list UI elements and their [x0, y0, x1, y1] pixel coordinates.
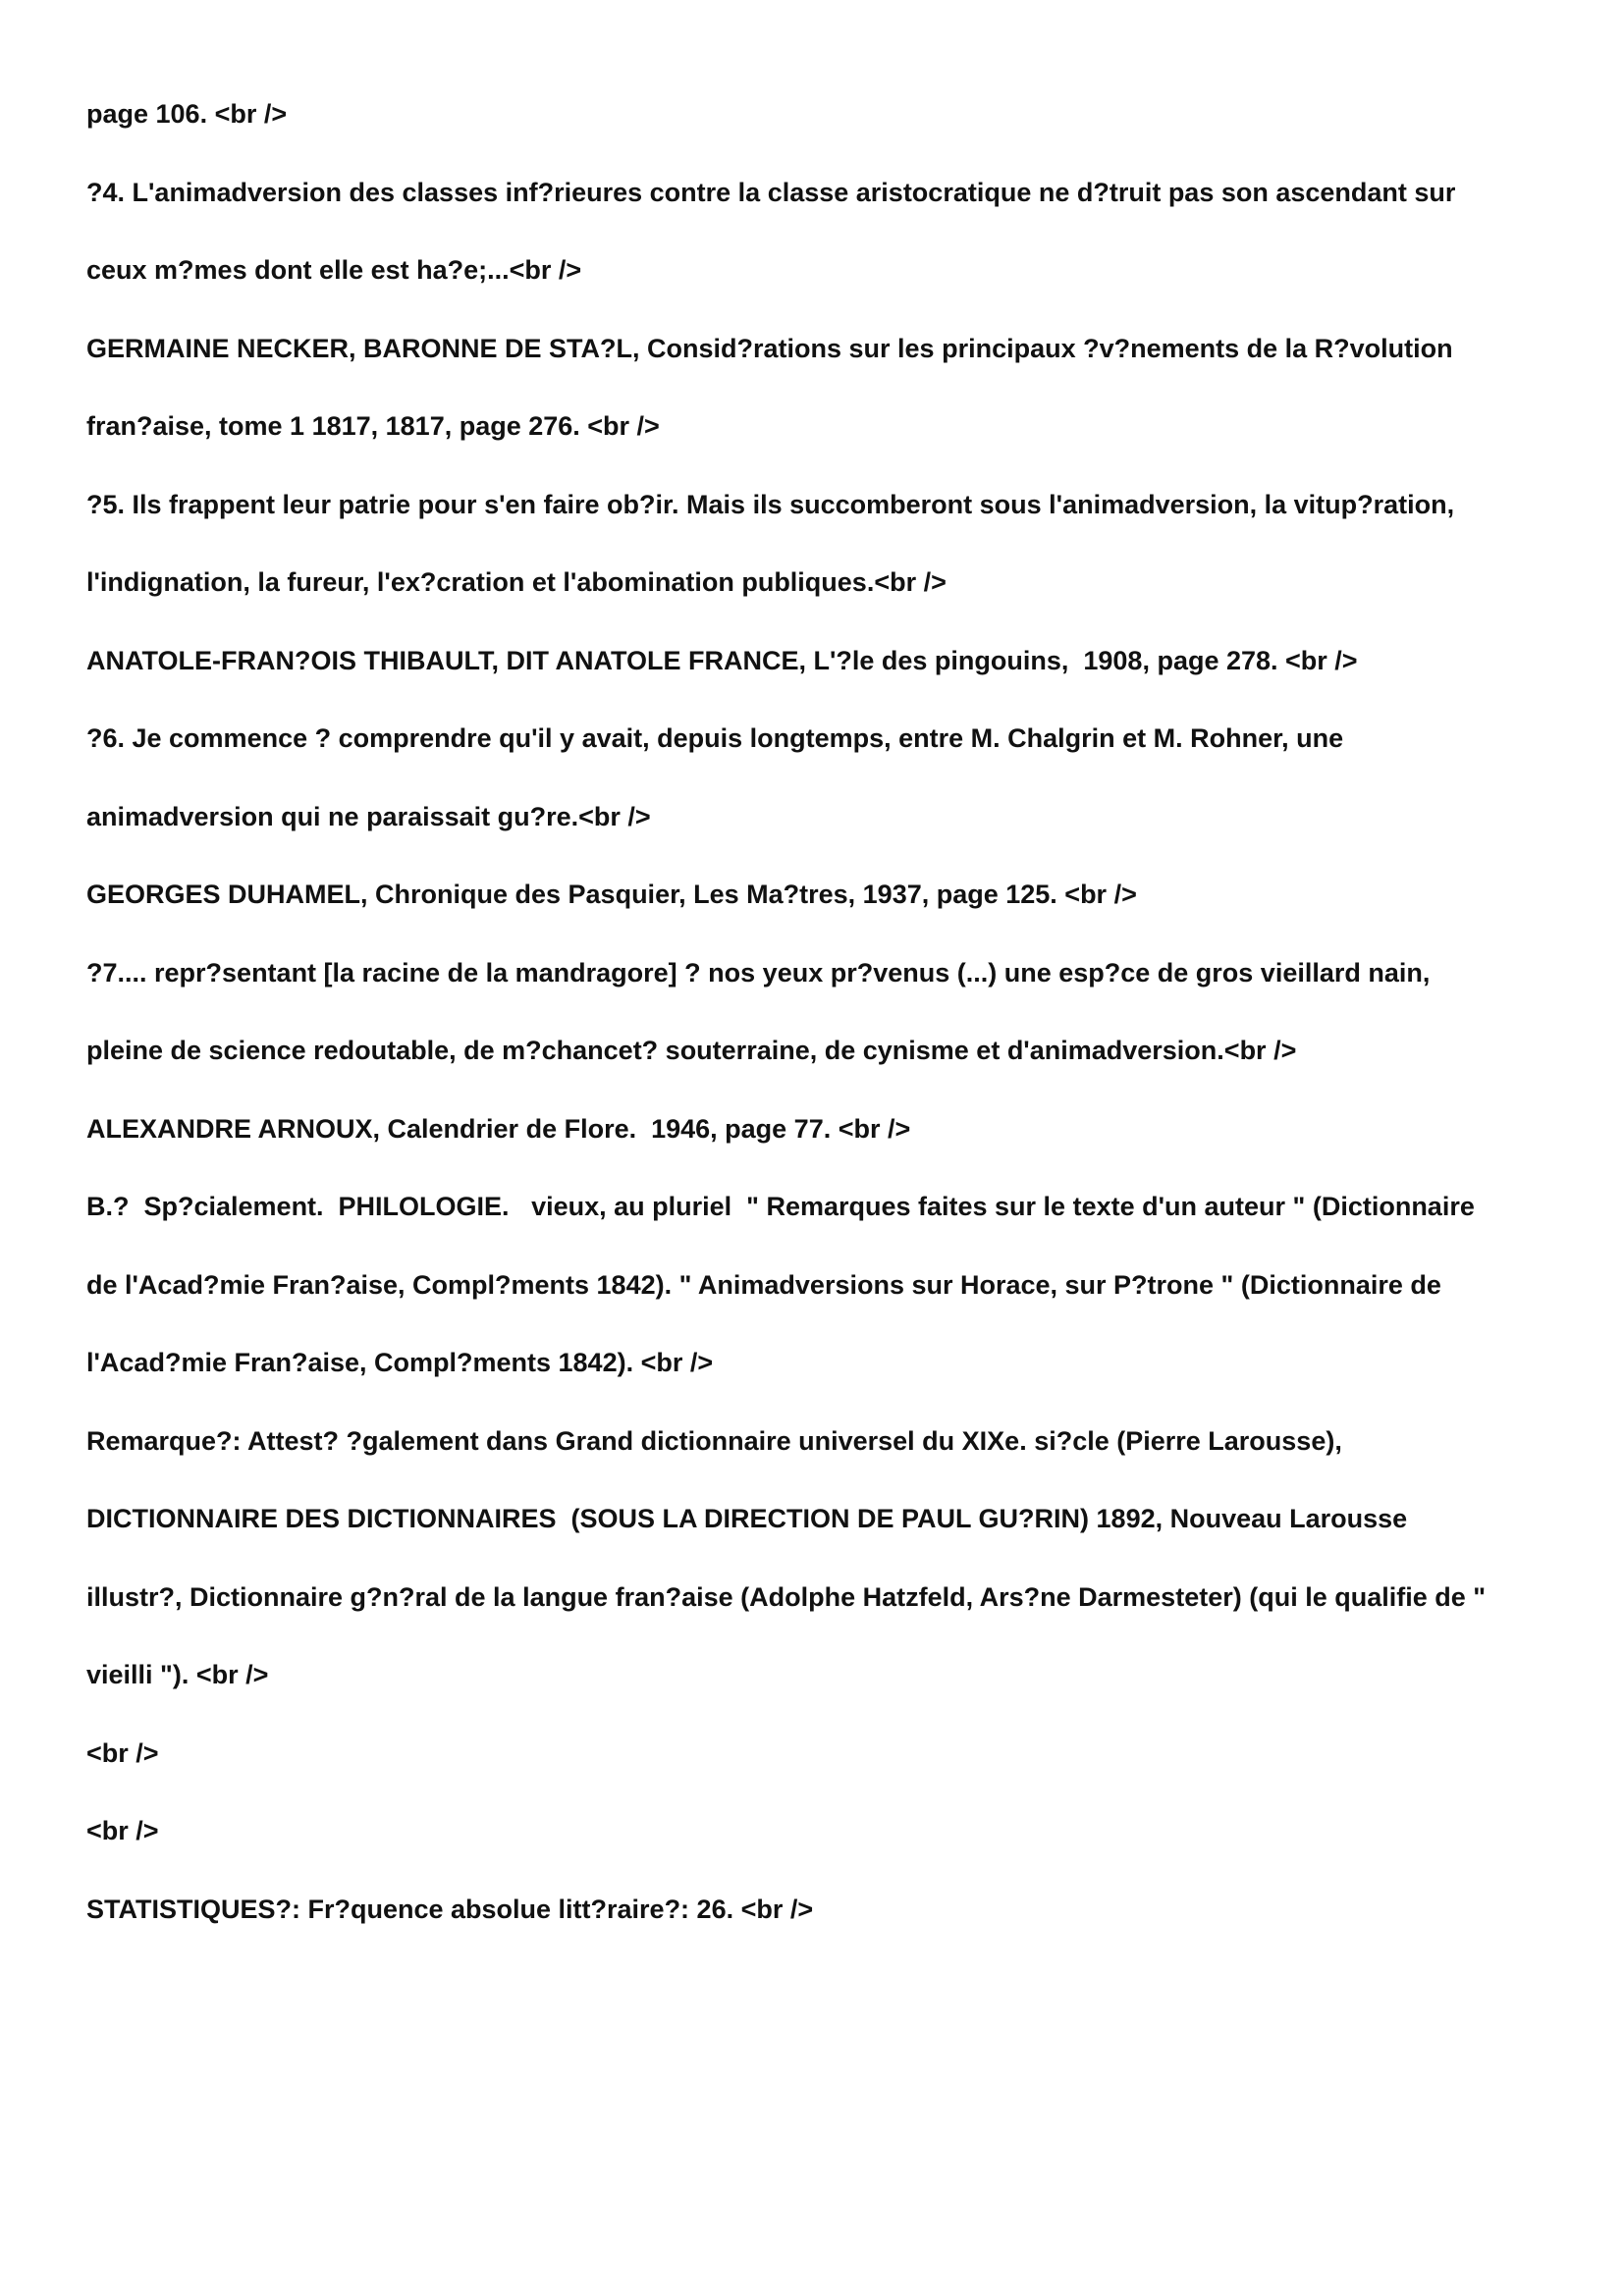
text-line: animadversion qui ne paraissait gu?re.<br /> [86, 801, 651, 831]
text-line: fran?aise, tome 1 1817, 1817, page 276. <br /> [86, 411, 660, 441]
text-line: STATISTIQUES?: Fr?quence absolue litt?raire?: 26. <br /> [86, 1894, 814, 1924]
document-body [86, 98, 1559, 1971]
text-line: ALEXANDRE ARNOUX, Calendrier de Flore. 1946, page 77. <br /> [86, 1113, 911, 1144]
text-line: page 106. <br /> [86, 99, 288, 129]
text-line: GERMAINE NECKER, BARONNE DE STA?L, Consid?rations sur les principaux ?v?nements de la R?volution [86, 333, 1453, 363]
text-line: ?7.... repr?sentant [la racine de la mandragore] ? nos yeux pr?venus (...) une esp?ce de gros vieillard nain, [86, 957, 1431, 988]
text-line: B.? Sp?cialement. PHILOLOGIE. vieux, au pluriel " Remarques faites sur le texte d'un auteur " (Dictionnaire [86, 1192, 1475, 1221]
text-line: l'Acad?mie Fran?aise, Compl?ments 1842). <br /> [86, 1348, 714, 1377]
text-line: ceux m?mes dont elle est ha?e;...<br /> [86, 255, 582, 285]
text-line: illustr?, Dictionnaire g?n?ral de la langue fran?aise (Adolphe Hatzfeld, Ars?ne Darmesteter) (qui le qualifie de " [86, 1581, 1487, 1612]
text-line: ?5. Ils frappent leur patrie pour s'en faire ob?ir. Mais ils succomberont sous l'animadversion, la vitup?ration, [86, 489, 1455, 519]
text-line: GEORGES DUHAMEL, Chronique des Pasquier, Les Ma?tres, 1937, page 125. <br /> [86, 880, 1137, 909]
text-line: pleine de science redoutable, de m?chancet? souterraine, de cynisme et d'animadversion.<br /> [86, 1036, 1297, 1065]
text-line: Remarque?: Attest? ?galement dans Grand dictionnaire universel du XIXe. si?cle (Pierre Larousse), [86, 1425, 1342, 1456]
text-line: vieilli "). <br /> [86, 1660, 269, 1689]
text-line: l'indignation, la fureur, l'ex?cration et l'abomination publiques.<br /> [86, 567, 947, 597]
text-line: ?6. Je commence ? comprendre qu'il y avait, depuis longtemps, entre M. Chalgrin et M. Rohner, une [86, 723, 1344, 753]
text-line: ?4. L'animadversion des classes inf?rieures contre la classe aristocratique ne d?truit pas son ascendant sur [86, 177, 1456, 207]
text-line: de l'Acad?mie Fran?aise, Compl?ments 1842). " Animadversions sur Horace, sur P?trone " (Dictionnaire de [86, 1269, 1441, 1300]
text-line: DICTIONNAIRE DES DICTIONNAIRES (SOUS LA DIRECTION DE PAUL GU?RIN) 1892, Nouveau Larousse [86, 1504, 1408, 1533]
text-line: ANATOLE-FRAN?OIS THIBAULT, DIT ANATOLE FRANCE, L'?le des pingouins, 1908, page 278. <br /> [86, 645, 1358, 675]
text-line: <br /> [86, 1737, 159, 1768]
text-line: <br /> [86, 1816, 159, 1845]
